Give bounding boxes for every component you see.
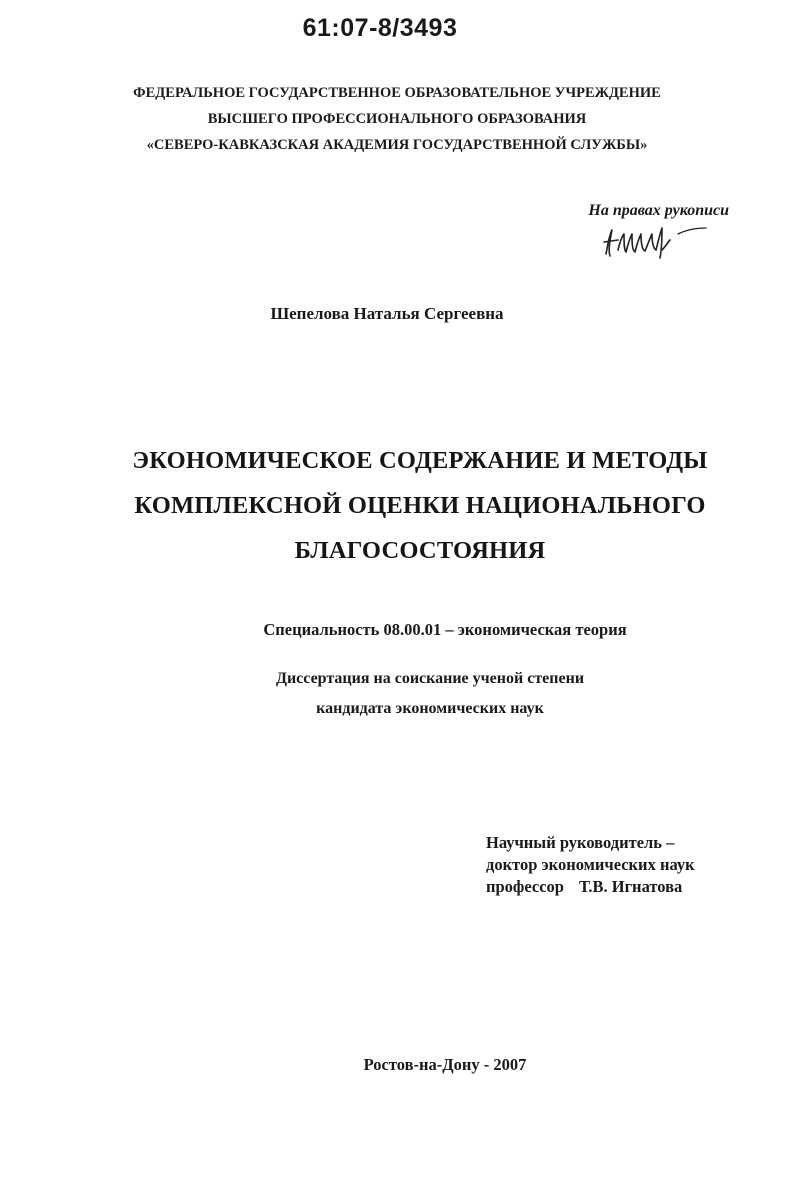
institution-line-2: ВЫСШЕГО ПРОФЕССИОНАЛЬНОГО ОБРАЗОВАНИЯ <box>207 111 587 127</box>
title-line-2: КОМПЛЕКСНОЙ ОЦЕНКИ НАЦИОНАЛЬНОГО <box>134 492 706 519</box>
supervisor-line-2: доктор экономических наук <box>486 855 695 874</box>
institution-header <box>0 80 794 158</box>
author-name: Шепелова Наталья Сергеевна <box>270 304 504 323</box>
institution-line-3: «СЕВЕРО-КАВКАЗСКАЯ АКАДЕМИЯ ГОСУДАРСТВЕННОЙ СЛУЖБЫ» <box>146 137 648 153</box>
degree-statement <box>0 664 794 724</box>
degree-line-1: Диссертация на соискание ученой степени <box>275 670 585 687</box>
title-line-1: ЭКОНОМИЧЕСКОЕ СОДЕРЖАНИЕ И МЕТОДЫ <box>132 447 708 474</box>
supervisor-line-3 <box>486 876 695 898</box>
dissertation-title <box>0 438 794 573</box>
catalog-number: 61:07-8/3493 <box>302 14 458 42</box>
supervisor-block <box>486 832 695 898</box>
supervisor-name: Т.В. Игнатова <box>579 877 683 896</box>
supervisor-rank: профессор <box>486 877 564 896</box>
supervisor-line-1: Научный руководитель – <box>486 833 675 852</box>
institution-line-1: ФЕДЕРАЛЬНОЕ ГОСУДАРСТВЕННОЕ ОБРАЗОВАТЕЛЬНОЕ УЧРЕЖДЕНИЕ <box>133 85 661 101</box>
degree-line-2: кандидата экономических наук <box>316 700 544 717</box>
rights-note: На правах рукописи <box>588 202 729 219</box>
handwritten-signature <box>600 220 710 265</box>
specialty: Специальность 08.00.01 – экономическая теория <box>263 620 627 639</box>
title-line-3: БЛАГОСОСТОЯНИЯ <box>294 537 546 564</box>
city-year: Ростов-на-Дону - 2007 <box>363 1055 527 1074</box>
